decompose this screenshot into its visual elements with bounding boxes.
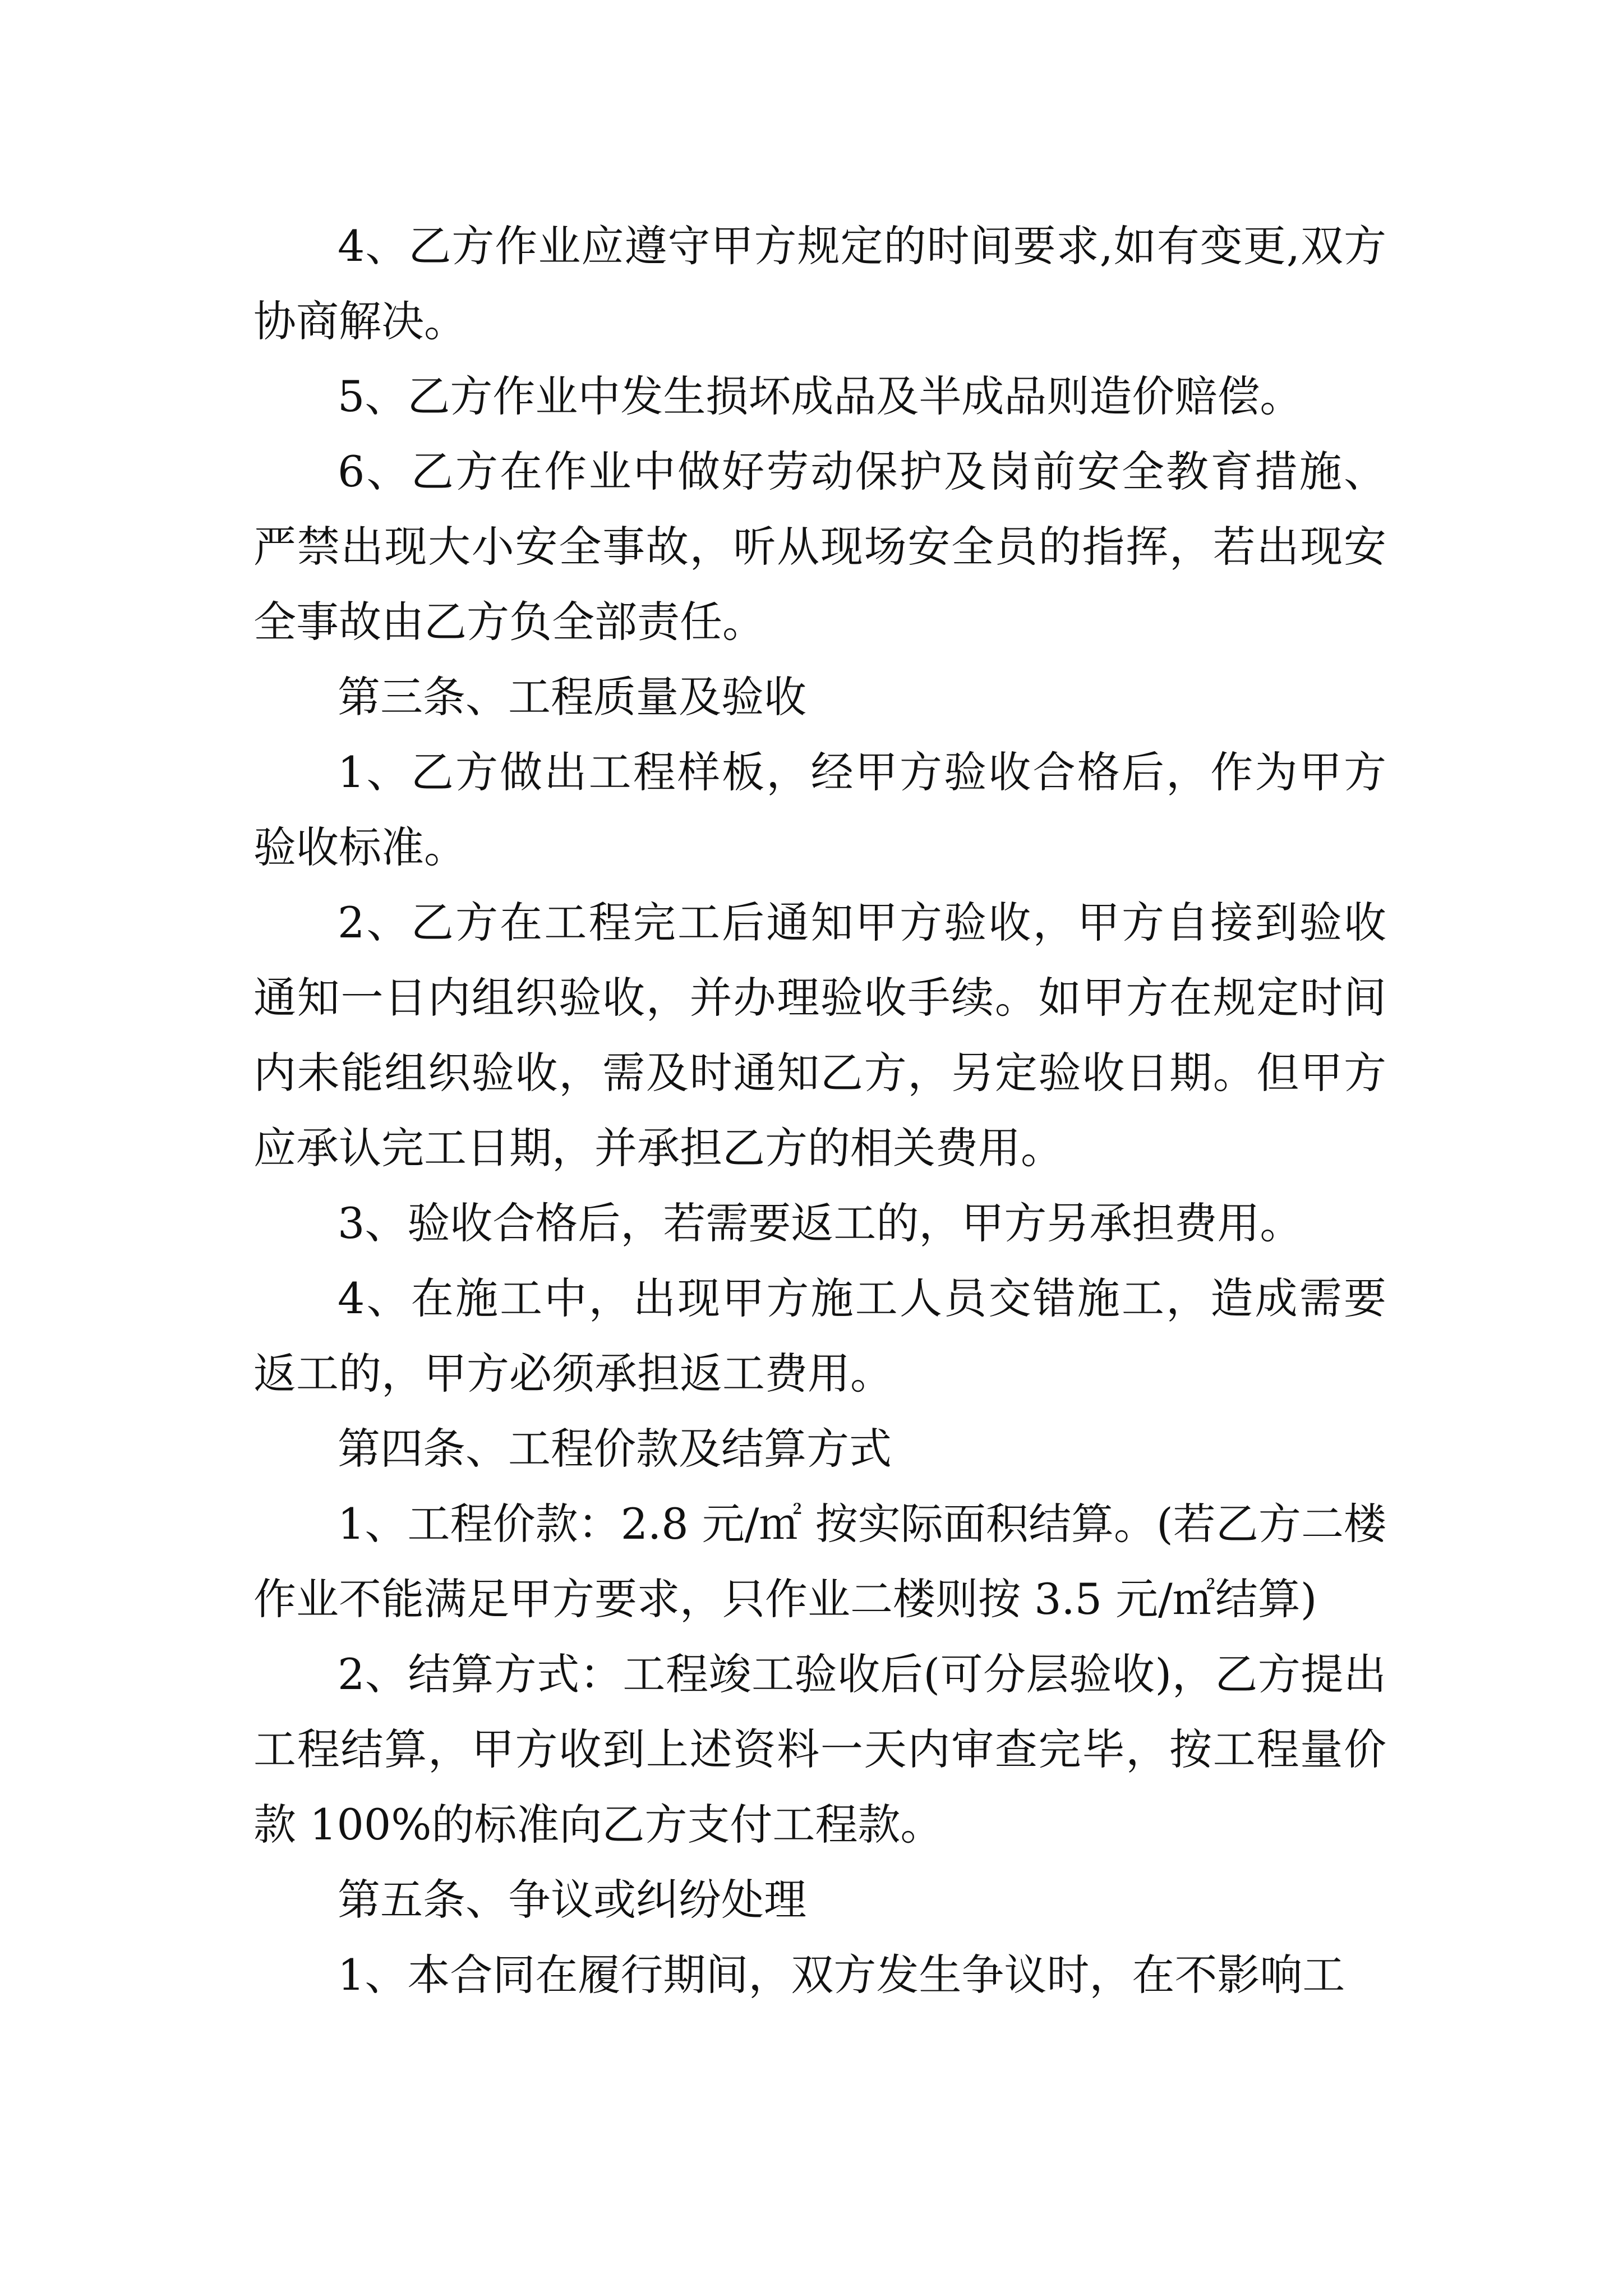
heading-clause-5: 第五条、争议或纠纷处理 xyxy=(338,1875,806,1925)
paragraph-clause-3-item-3: 3、验收合格后，若需要返工的，甲方另承担费用。 xyxy=(338,1198,1303,1248)
heading-clause-4: 第四条、工程价款及结算方式 xyxy=(338,1424,892,1474)
paragraph-clause-2-item-5: 5、乙方作业中发生损坏成品及半成品则造价赔偿。 xyxy=(338,371,1303,421)
paragraph-clause-2-item-4: 4、乙方作业应遵守甲方规定的时间要求,如有变更,双方协商解决。 xyxy=(253,221,1386,346)
paragraph-clause-4-item-2: 2、结算方式：工程竣工验收后(可分层验收)，乙方提出工程结算，甲方收到上述资料一天内审查完毕，按工程量价款 100%的标准向乙方支付工程款。 xyxy=(253,1649,1386,1849)
paragraph-clause-5-item-1: 1、本合同在履行期间，双方发生争议时，在不影响工 xyxy=(338,1950,1345,2000)
paragraph-clause-4-item-1: 1、工程价款：2.8 元/㎡ 按实际面积结算。(若乙方二楼作业不能满足甲方要求，只作业二楼则按 3.5 元/㎡结算) xyxy=(253,1499,1386,1624)
paragraph-clause-2-item-6: 6、乙方在作业中做好劳动保护及岗前安全教育措施、严禁出现大小安全事故，听从现场安全员的指挥，若出现安全事故由乙方负全部责任。 xyxy=(253,447,1386,647)
heading-clause-3: 第三条、工程质量及验收 xyxy=(338,672,806,722)
paragraph-clause-3-item-4: 4、在施工中，出现甲方施工人员交错施工，造成需要返工的，甲方必须承担返工费用。 xyxy=(253,1273,1386,1398)
document-body xyxy=(253,209,1386,2013)
paragraph-clause-3-item-2: 2、乙方在工程完工后通知甲方验收，甲方自接到验收通知一日内组织验收，并办理验收手续。如甲方在规定时间内未能组织验收，需及时通知乙方，另定验收日期。但甲方应承认完工日期，并承担乙方的相关费用。 xyxy=(253,898,1386,1173)
paragraph-clause-3-item-1: 1、乙方做出工程样板，经甲方验收合格后，作为甲方验收标准。 xyxy=(253,747,1386,872)
